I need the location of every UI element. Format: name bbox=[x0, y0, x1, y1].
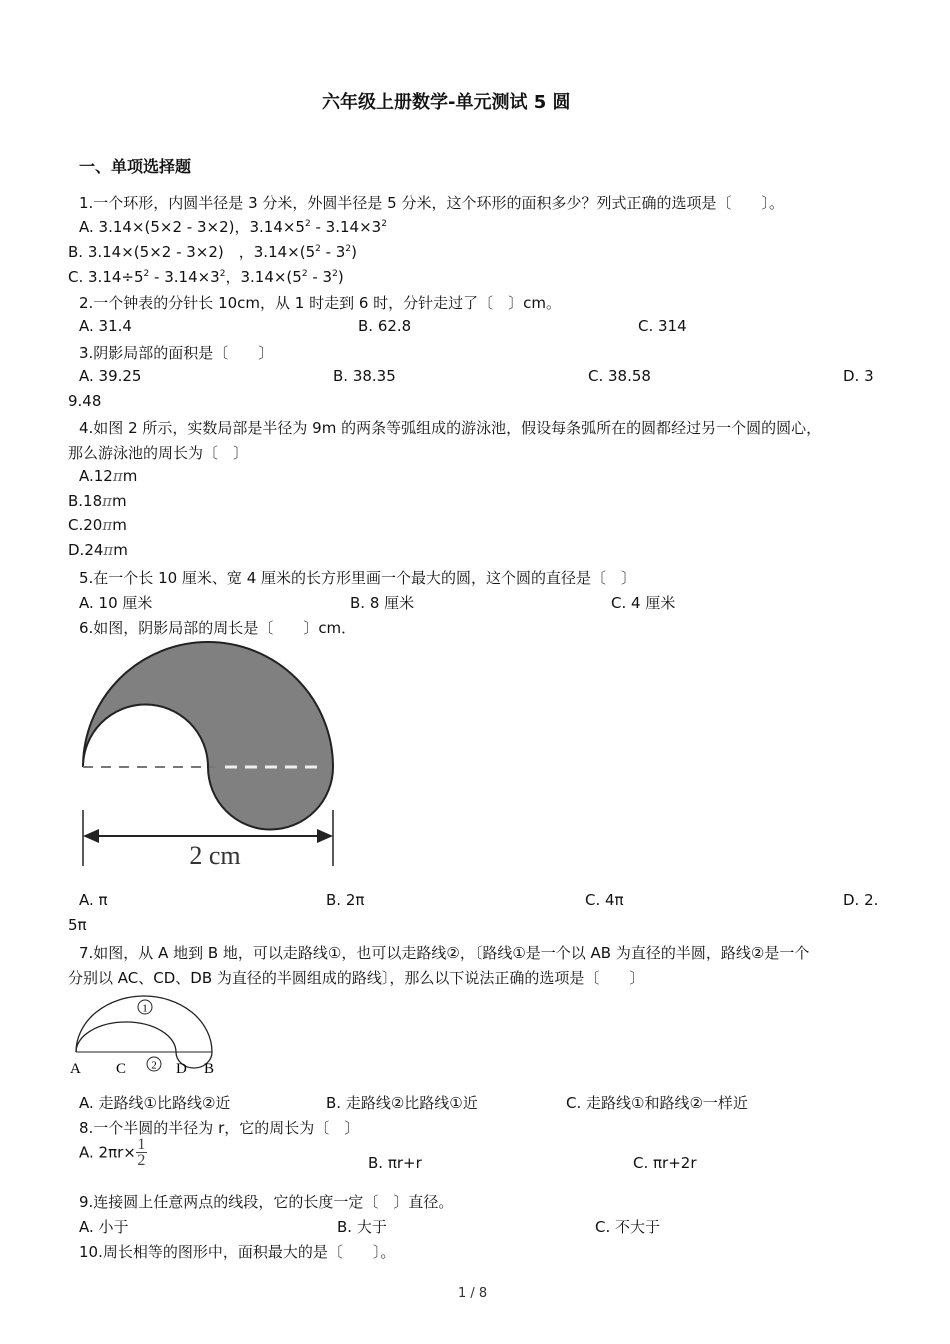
question-4-option-d: D.24πm bbox=[68, 541, 128, 559]
question-1-option-c: C. $3.14\div 5^2 - 3.14\times 3^2$，$3.14\times(5^2 - 3^2)$ bbox=[68, 268, 344, 286]
question-8-option-b: B. πr+r bbox=[368, 1154, 422, 1172]
question-8-stem: 8.一个半圆的半径为 r，它的周长为〔 〕 bbox=[79, 1119, 360, 1137]
route-semicircles-figure bbox=[66, 992, 226, 1080]
page-title: 六年级上册数学-单元测试 5 圆 bbox=[322, 92, 571, 113]
route-2-arc-ac bbox=[76, 1022, 176, 1052]
question-7-option-b: B. 走路线②比路线①近 bbox=[326, 1094, 478, 1112]
arrow-right bbox=[317, 829, 333, 843]
question-3-option-b: B. 38.35 bbox=[333, 367, 396, 385]
point-b-label: B bbox=[204, 1061, 215, 1077]
question-9-stem: 9.连接圆上任意两点的线段，它的长度一定〔 〕直径。 bbox=[79, 1193, 454, 1211]
question-6-option-d-wrap: 5π bbox=[68, 916, 87, 934]
question-4-option-b: B.18πm bbox=[68, 492, 127, 510]
question-4-option-a: A.12πm bbox=[79, 467, 138, 485]
question-7-stem-line2: 分别以 AC、CD、DB 为直径的半圆组成的路线〕，那么以下说法正确的选项是〔 〕 bbox=[68, 969, 645, 987]
shaded-region bbox=[83, 642, 333, 830]
question-1-stem: 1.一个环形，内圆半径是 3 分米，外圆半径是 5 分米，这个环形的面积多少？列式正确的选项是〔 〕。 bbox=[79, 194, 784, 212]
question-7-stem-line1: 7.如图，从 A 地到 B 地，可以走路线①，也可以走路线②，〔路线①是一个以 AB 为直径的半圆，路线②是一个 bbox=[79, 944, 810, 962]
question-6-option-d: D. 2. bbox=[843, 891, 879, 909]
pi-symbol: π bbox=[102, 516, 113, 534]
question-2-option-a: A. 31.4 bbox=[79, 317, 132, 335]
point-c-label: C bbox=[116, 1061, 127, 1077]
fraction-one-half: $\frac{1}{2}$ bbox=[137, 1136, 146, 1169]
question-4-stem-line1: 4.如图 2 所示，实数局部是半径为 9m 的两条等弧组成的游泳池，假设每条弧所在的圆都经过另一个圆的圆心， bbox=[79, 419, 822, 437]
point-d-label: D bbox=[176, 1061, 187, 1077]
question-3-option-d-wrap: 9.48 bbox=[68, 392, 102, 410]
route-1-label: 1 bbox=[142, 1002, 148, 1015]
question-9-option-c: C. 不大于 bbox=[595, 1218, 661, 1236]
question-5-option-c: C. 4 厘米 bbox=[611, 594, 676, 612]
question-8-option-a: A. 2πr× $\frac{1}{2}$ bbox=[79, 1136, 146, 1169]
question-3-option-c: C. 38.58 bbox=[588, 367, 651, 385]
question-6-stem: 6.如图，阴影局部的周长是〔 〕cm． bbox=[79, 619, 357, 637]
question-10-stem: 10.周长相等的图形中，面积最大的是〔 〕。 bbox=[79, 1243, 396, 1261]
question-1-option-b: B. 3.14×(5×2 - 3×2) ，$3.14\times(5^2 - 3^2)$ bbox=[68, 243, 357, 261]
question-7-option-c: C. 走路线①和路线②一样近 bbox=[566, 1094, 748, 1112]
question-6-option-c: C. 4π bbox=[585, 891, 624, 909]
question-4-stem-line2: 那么游泳池的周长为〔 〕 bbox=[68, 444, 249, 462]
question-8-option-c: C. πr+2r bbox=[633, 1154, 697, 1172]
question-2-option-c: C. 314 bbox=[638, 317, 687, 335]
question-6-option-a: A. π bbox=[79, 891, 108, 909]
question-9-option-a: A. 小于 bbox=[79, 1218, 129, 1236]
question-2-stem: 2.一个钟表的分针长 10cm，从 1 时走到 6 时，分针走过了〔 〕cm。 bbox=[79, 294, 562, 312]
question-3-option-d: D. 3 bbox=[843, 367, 874, 385]
question-2-option-b: B. 62.8 bbox=[358, 317, 412, 335]
question-4-option-c: C.20πm bbox=[68, 516, 127, 534]
question-7-option-a: A. 走路线①比路线②近 bbox=[79, 1094, 231, 1112]
question-6-option-b: B. 2π bbox=[326, 891, 365, 909]
question-5-stem: 5.在一个长 10 厘米、宽 4 厘米的长方形里画一个最大的圆，这个圆的直径是〔 〕 bbox=[79, 569, 637, 587]
dimension-label: 2 cm bbox=[189, 841, 241, 870]
arrow-left bbox=[83, 829, 99, 843]
question-5-option-a: A. 10 厘米 bbox=[79, 594, 153, 612]
section-heading: 一、单项选择题 bbox=[79, 157, 192, 176]
question-1-option-a: A. 3.14×(5×2 - 3×2)，$3.14\times 5^2 - 3.14\times 3^2$ bbox=[79, 218, 387, 236]
shaded-yinyang-figure bbox=[75, 640, 340, 875]
point-a-label: A bbox=[70, 1061, 81, 1077]
question-9-option-b: B. 大于 bbox=[337, 1218, 387, 1236]
pi-symbol: π bbox=[102, 492, 113, 510]
page-number: 1 / 8 bbox=[458, 1286, 488, 1301]
question-5-option-b: B. 8 厘米 bbox=[350, 594, 415, 612]
pi-symbol: π bbox=[103, 541, 114, 559]
route-2-label: 2 bbox=[151, 1059, 157, 1072]
pi-symbol: π bbox=[112, 467, 123, 485]
question-3-stem: 3.阴影局部的面积是〔 〕 bbox=[79, 344, 274, 362]
question-3-option-a: A. 39.25 bbox=[79, 367, 142, 385]
